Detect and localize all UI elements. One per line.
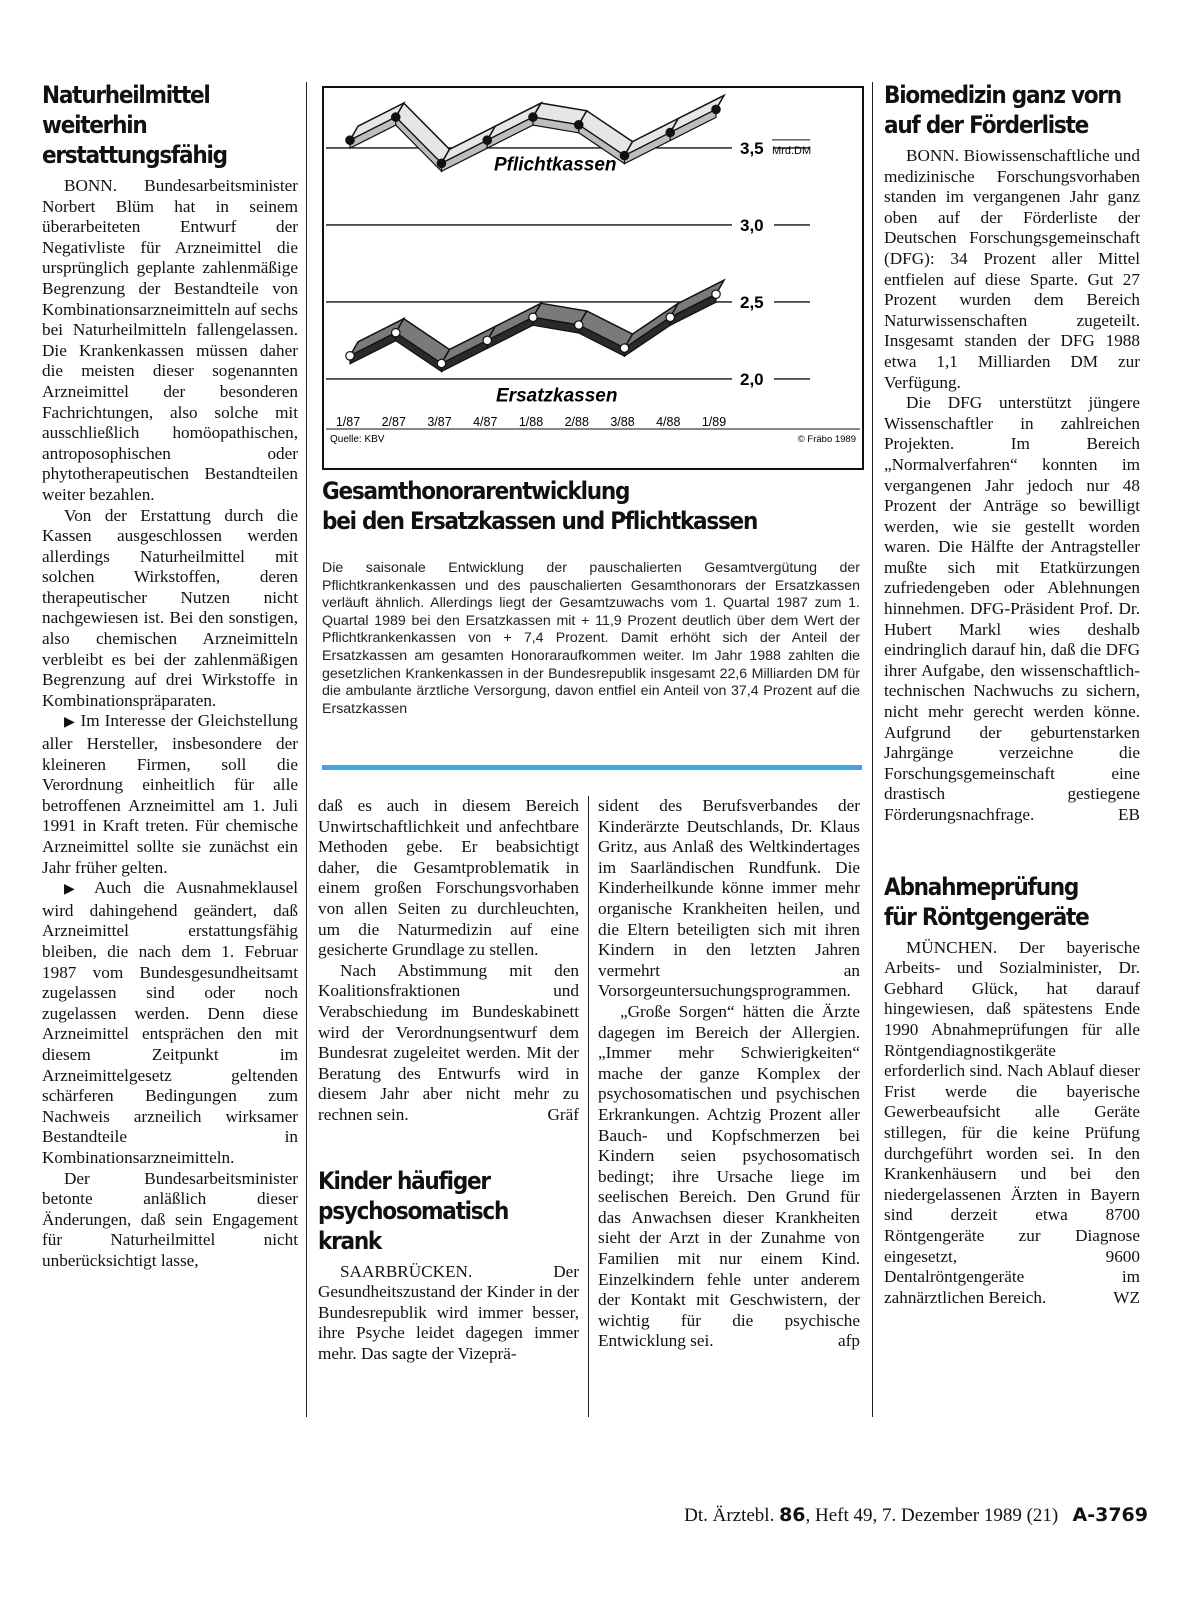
headline-biomedizin: Biomedizin ganz vorn auf der Förderliste [884,81,1121,139]
series-label: Ersatzkassen [496,385,618,407]
paragraph: SAARBRÜCKEN. Der Gesundheitszustand der Kinder in der Bundesrepublik wird immer besser, ihre Psyche leidet dagegen immer mehr. Das sagte der Vizeprä- [318,1261,579,1363]
paragraph: Die DFG unterstützt jüngere Wissenschaftler in zahlreichen Projekten. Im Bereich „Normalverfahren“ konnten im vergangenen Jahr jedoch nur 48 Prozent der Anträge so bewilligt werden, wie sie gestellt worden waren. Die Hälfte der Antragsteller mußte sich mit Etatkürzungen zufriedengeben oder Ablehnungen hinnehmen. DFG-Präsident Prof. Dr. Hubert Markl wies deshalb eindringlich darauf hin, daß die DFG ihrer Aufgabe, den wissenschaftlich-technischen Nachwuchs zu sichern, nicht mehr gerecht werden könne. Aufgrund der geburtenstarken Jahrgänge verzeichne die Forschungsgemeinschaft eine drastisch gestiegene Förderungsnachfrage. EB [884,393,1140,824]
paragraph: ▶ Im Interesse der Gleichstellung aller Hersteller, insbesondere der kleineren Firmen, soll die Verordnung einheitlich für alle betroffenen Arzneimittel am 1. Juli 1991 in Kraft treten. Für chemische Arzneimittel sollte sie zunächst ein Jahr früher gelten. [42,711,298,877]
article-naturheilmittel [42,80,298,1271]
paragraph: BONN. Bundesarbeitsminister Norbert Blüm hat in seinem überarbeiteten Entwurf der Negativliste für Arzneimittel die ursprünglich geplante zahlenmäßige Begrenzung der Bestandteile von Kombinationsarzneimitteln auf sechs bei Naturheilmitteln fallengelassen. Die Krankenkassen müssen daher die meisten dieser sogenannten Arzneimittel der besonderen Fachrichtungen, also solche mit ausschließlich homöopathischen, antroposophischen oder phytotherapeutischen Bestandteilen weiter bezahlen. [42,176,298,504]
headline-abnahmepruefung: Abnahmeprüfung für Röntgengeräte [884,872,1089,931]
article-body [42,176,298,1271]
y-tick-label: 2,0 [740,369,764,389]
paragraph: ▶ Auch die Ausnahmeklausel wird dahingehend geändert, daß Arzneimittel erstattungsfähig bleiben, die nach dem 1. Februar 1987 vom Bundesgesundheitsamt zugelassen sind oder noch zugelassen werden. Denn diese Arzneimittel entsprächen den mit diesem Zeitpunkt im Arzneimittelgesetz geltenden schärferen Bedingungen zum Nachweis arzneilich wirksamer Bestandteile in Kombinationsarzneimitteln. [42,878,298,1167]
article-abnahmepruefung [884,872,1140,1309]
x-tick-label: 3/88 [610,415,635,429]
column-rule [588,796,589,1417]
author-signature: EB [1118,805,1140,824]
chart-svg [322,86,864,470]
x-tick-label: 4/88 [656,415,681,429]
article-body-continued [318,796,579,1126]
paragraph: Von der Erstattung durch die Kassen ausgeschlossen werden allerdings Naturheilmittel mit solchen Wirkstoffen, deren therapeutischer Nutzen nicht nachgewiesen ist. Bei den sonstigen, also chemischen Arzneimitteln verbleibt es bei der zahlenmäßigen Begrenzung auf drei Wirkstoffe in Kombinationspräparaten. [42,505,298,710]
article-kinder [318,1166,579,1365]
data-point [392,329,400,337]
data-point [483,136,491,144]
headline-kinder: Kinder häufiger psychosomatisch krank [318,1166,509,1255]
data-point [620,151,628,159]
data-point [392,113,400,121]
data-point [529,313,537,321]
chart-caption-text: Die saisonale Entwicklung der pauschalierten Gesamtvergütung der Pflichtkrankenkassen und des pauschalierten Gesamthonorars der Ersatzkassen verläuft ähnlich. Allerdings liegt der Gesamtzuwachs vom 1. Quartal 1987 zum 1. Quartal 1989 bei den Ersatzkassen mit + 11,9 Prozent deutlich über dem Wert der Pflichtkrankenkassen von + 7,4 Prozent. Damit erhöht sich der Anteil der Ersatzkassen am gesamten Honoraraufkommen weiter. Im Jahr 1988 zahlten die gesetzlichen Krankenkassen in der Bundesrepublik insgesamt 22,6 Milliarden DM für die ambulante ärztliche Versorgung, davon entfiel ein Anteil von 37,4 Prozent auf die Ersatzkassen [322,560,860,717]
y-tick-label: 3,5 [740,138,764,158]
author-signature: Gräf [547,1104,579,1124]
y-tick-label: 2,5 [740,292,764,312]
data-point [712,290,720,298]
x-tick-label: 1/87 [335,415,361,429]
data-point [712,105,720,113]
column-2 [318,796,579,1364]
triangle-bullet-icon: ▶ [64,882,83,898]
data-point [437,359,445,367]
x-tick-label: 2/88 [564,415,589,429]
column-3 [598,796,860,1352]
x-tick-label: 4/87 [473,415,498,429]
data-point [529,113,537,121]
paragraph: Nach Abstimmung mit den Koalitionsfraktionen und Verabschiedung im Bundeskabinett wird der Verordnungsentwurf dem Bundesrat zugeleitet werden. Mit der Beratung des Entwurfs wird in diesem Jahr aber nicht mehr zu rechnen sein. Gräf [318,960,579,1124]
data-point [666,313,674,321]
y-tick-label: 3,0 [740,215,764,235]
data-point [575,321,583,329]
column-rule [306,82,307,1417]
x-tick-label: 3/87 [427,415,452,429]
paragraph: BONN. Biowissenschaftliche und medizinische Forschungsvorhaben standen im vergangenen Jahr ganz oben auf der Förderliste der Deutschen Forschungsgemeinschaft (DFG): 34 Prozent aller Mittel entfielen auf diese Sparte. Gut 27 Prozent wurden dem Bereich Naturwissenschaften zugeteilt. Insgesamt standen der DFG 1988 etwa 1,1 Milliarden DM zur Verfügung. [884,146,1140,392]
honorar-chart [322,86,864,470]
paragraph: sident des Berufsverbandes der Kinderärzte Deutschlands, Dr. Klaus Gritz, aus Anlaß des Weltkindertages im Saarländischen Rundfunk. Die Kinderheilkunde könne immer mehr organische Krankheiten heilen, und die Eltern beteiligten sich mit ihren Kindern in den letzten Jahren vermehrt an Vorsorgeuntersuchungsprogrammen. [598,796,860,1001]
series-label: Pflichtkassen [494,154,617,176]
data-point [437,159,445,167]
author-signature: WZ [1113,1287,1140,1307]
author-signature: afp [838,1331,860,1351]
blue-divider [322,765,862,770]
x-tick-label: 1/88 [518,415,544,429]
chart-caption-title: Gesamthonorarentwicklung bei den Ersatzkassen und Pflichtkassen [322,477,758,535]
paragraph: daß es auch in diesem Bereich Unwirtschaftlichkeit und anfechtbare Methoden gebe. Er beabsichtigt daher, die Gesamtproblematik in einem großen Forschungsvorhaben von allen Seiten zu durchleuchten, um die Naturmedizin auf eine gesicherte Grundlage zu stellen. [318,796,579,960]
paragraph: MÜNCHEN. Der bayerische Arbeits- und Sozialminister, Dr. Gebhard Glück, hat darauf hingewiesen, daß spätestens Ende 1990 Abnahmeprüfungen für alle Röntgendiagnostikgeräte erforderlich sind. Nach Ablauf dieser Frist werde die bayerische Gewerbeaufsicht alle Geräte stillegen, für die keine Prüfung durchgeführt worden sei. In den Krankenhäusern und bei den niedergelassenen Ärzten in Bayern sind derzeit etwa 8700 Röntgengeräte zur Diagnose eingesetzt, 9600 Dentalröntgengeräte im zahnärztlichen Bereich. WZ [884,937,1140,1307]
paragraph: „Große Sorgen“ hätten die Ärzte dagegen im Bereich der Allergien. „Immer mehr Schwierigkeiten“ mache der ganze Komplex der psychosomatischen und psychischen Erkrankungen. Achtzig Prozent aller Bauch- und Kopfschmerzen bei Kindern seien psychosomatisch bedingt; ihre Ursache liege im seelischen Bereich. Den Grund für das Anwachsen dieser Krankheiten sieht der Arzt in der Zunahme von Familien mit nur einem Kind. Einzelkindern fehle unter anderem der Kontakt mit Geschwistern, der wichtig für die psychische Entwicklung sei. afp [598,1001,860,1351]
triangle-bullet-icon: ▶ [64,715,76,731]
page-number: A-3769 [1072,1504,1148,1526]
source-label: Quelle: KBV [330,434,385,445]
data-point [483,336,491,344]
data-point [666,128,674,136]
headline-naturheilmittel: Naturheilmittel weiterhin erstattungsfähig [42,81,227,169]
data-point [346,352,354,360]
unit-label: Mrd.DM [772,144,812,157]
data-point [620,344,628,352]
volume-number: 86 [779,1504,806,1526]
x-tick-label: 2/87 [381,415,406,429]
column-rule [872,82,873,1417]
x-tick-label: 1/89 [701,415,727,429]
data-point [346,136,354,144]
page-footer: Dt. Ärztebl. 86, Heft 49, 7. Dezember 1989 (21) A-3769 [684,1504,1148,1526]
column-4 [884,80,1140,1308]
paragraph: Der Bundesarbeitsminister betonte anläßlich dieser Änderungen, daß sein Engagement für Naturheilmittel nicht unberücksichtigt lasse, [42,1168,298,1270]
article-biomedizin [884,80,1140,826]
data-point [575,121,583,129]
credit-label: © Fräbo 1989 [797,434,856,445]
